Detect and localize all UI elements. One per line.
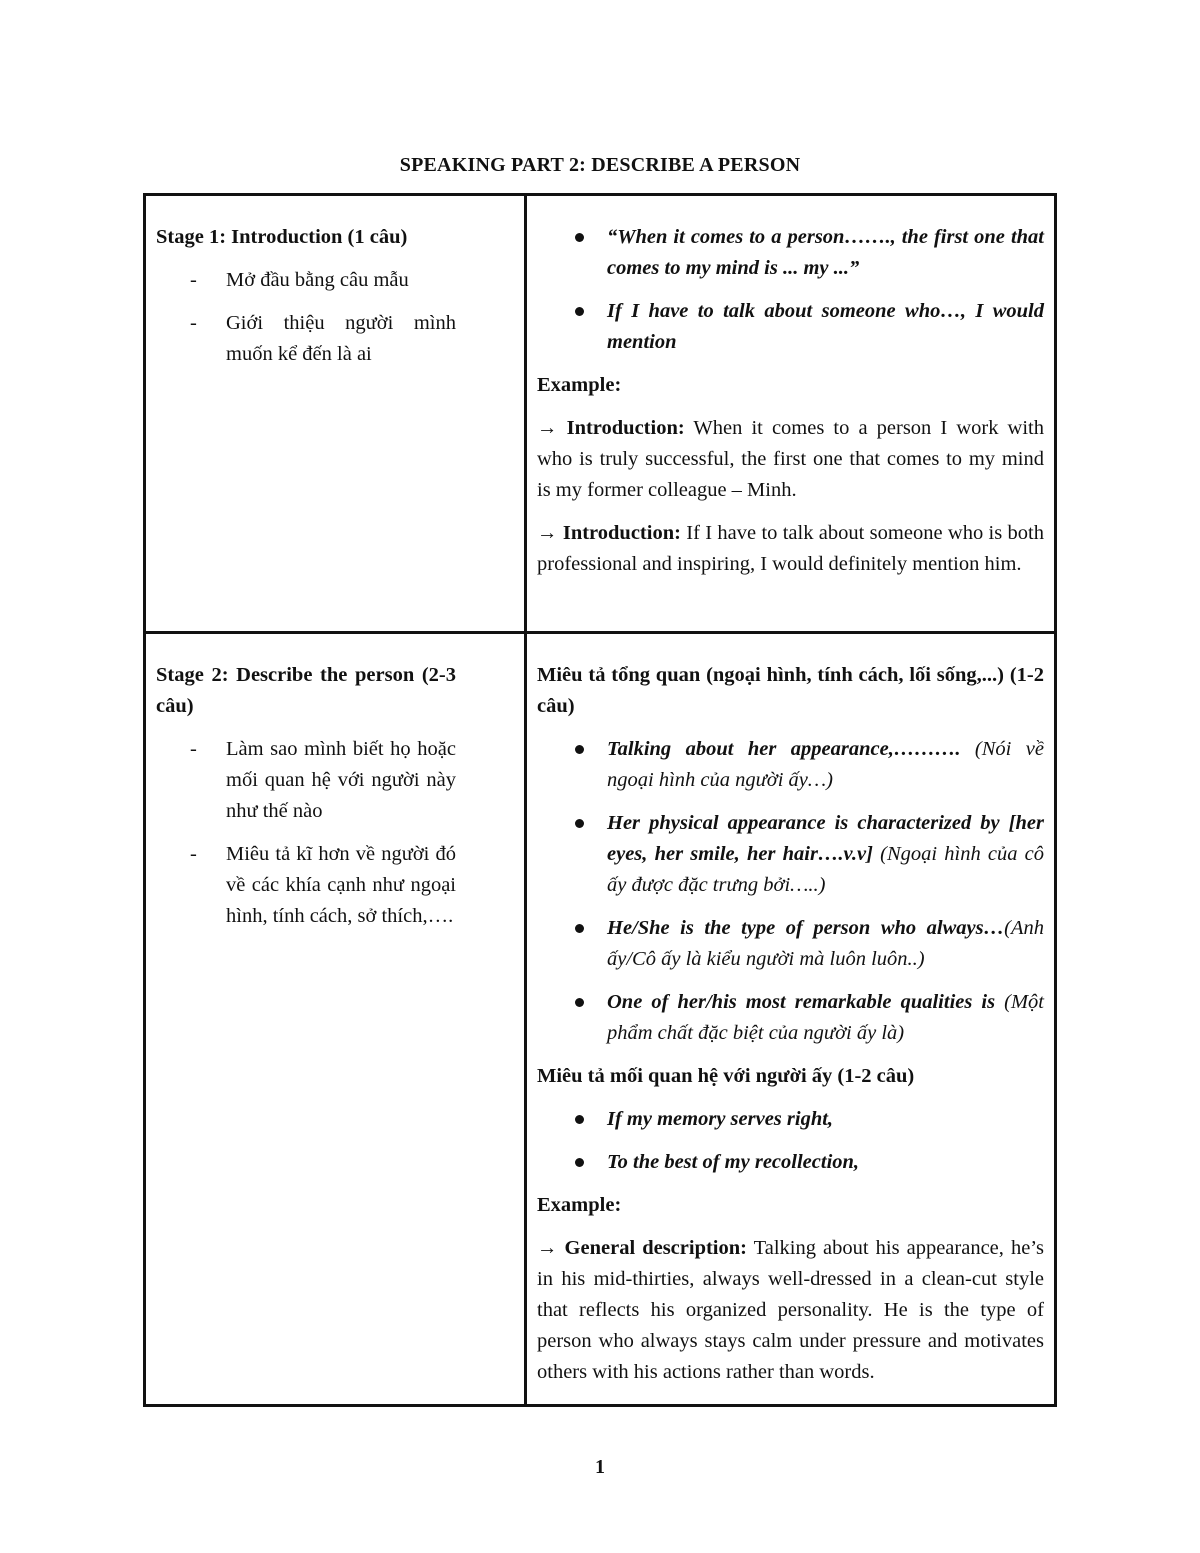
stage2-point-text: Làm sao mình biết họ hoặc mối quan hệ với người này như thế nào [226,738,456,822]
phrase-en: If my memory serves right, [607,1108,834,1130]
stage1-heading: Stage 1: Introduction (1 câu) [156,226,408,248]
stage2-heading: Stage 2: Describe the person (2-3 câu) [156,664,456,717]
example-label: Example: [537,374,622,396]
stage2-right-cell [526,633,1056,1406]
stage1-points [156,265,456,370]
phrase-en: Talking about her appearance,………. [607,738,961,760]
list-item [607,808,1044,901]
stage2-point-text: Miêu tả kĩ hơn về người đó về các khía cạnh như ngoại hình, tính cách, sở thích,…. [226,843,456,927]
bullet-icon [575,924,584,933]
list-item [607,987,1044,1049]
bullet-icon [575,998,584,1007]
example-text: Talking about his appearance, he’s in his mid-thirties, always well-dressed in a clean-cut style that reflects his organized personality. He is the type of person who always stays calm under pressure and motivates others with his actions rather than words. [537,1237,1044,1383]
stage1-left-cell [145,195,526,633]
example-paragraph [537,1233,1044,1388]
overview-heading: Miêu tả tổng quan (ngoại hình, tính cách, lối sống,...) (1-2 câu) [537,664,1044,717]
dash-marker: - [190,738,197,760]
template-text: If I have to talk about someone who…, I would mention [607,300,1044,353]
stage1-point-text: Giới thiệu người mình muốn kể đến là ai [226,312,456,365]
dash-marker: - [190,269,197,291]
list-item [607,734,1044,796]
list-item [190,308,456,370]
dash-marker: - [190,312,197,334]
example-text: If I have to talk about someone who is both professional and inspiring, I would definitely mention him. [537,522,1044,575]
stage1-row [145,195,1056,633]
stage2-points [156,734,456,932]
list-item [607,296,1044,358]
template-text: “When it comes to a person……., the first one that comes to my mind is ... my ...” [607,226,1044,279]
stage2-row [145,633,1056,1406]
phrase-vi: (Nói về ngoại hình của người ấy…) [607,738,1044,791]
phrase-en: Her physical appearance is characterized by [her eyes, her smile, her hair….v.v] [607,812,1044,865]
list-item [607,222,1044,284]
bullet-icon [575,1158,584,1167]
stage1-templates [537,222,1044,358]
example-label-arrow: → General description: [537,1237,747,1259]
list-item [190,839,456,932]
example-text: When it comes to a person I work with who is truly successful, the first one that comes to my mind is my former colleague – Minh. [537,417,1044,501]
example-label-arrow: → Introduction: [537,522,681,544]
list-item [190,734,456,827]
overview-items [537,734,1044,1049]
example-paragraph [537,518,1044,580]
page-title: SPEAKING PART 2: DESCRIBE A PERSON [399,154,801,176]
phrase-vi: (Một phẩm chất đặc biệt của người ấy là) [607,991,1044,1044]
example-paragraph [537,413,1044,506]
example-label-arrow: → Introduction: [537,417,685,439]
bullet-icon [575,745,584,754]
phrase-en: One of her/his most remarkable qualities is [607,991,996,1013]
list-item [607,1147,1044,1178]
list-item [607,1104,1044,1135]
relation-items [537,1104,1044,1178]
list-item [607,913,1044,975]
stage1-point-text: Mở đầu bằng câu mẫu [226,269,409,291]
phrase-vi: (Ngoại hình của cô ấy được đặc trưng bởi…..) [607,843,1045,896]
relation-heading: Miêu tả mối quan hệ với người ấy (1-2 câu) [537,1065,915,1087]
list-item [190,265,456,296]
stage1-right-cell [526,195,1056,633]
stage2-left-cell [145,633,526,1406]
describe-person-table [143,193,1057,1407]
example-label: Example: [537,1194,622,1216]
bullet-icon [575,233,584,242]
phrase-en: He/She is the type of person who always… [607,917,1005,939]
bullet-icon [575,1115,584,1124]
dash-marker: - [190,843,197,865]
phrase-vi: (Anh ấy/Cô ấy là kiểu người mà luôn luôn..) [607,917,1044,970]
phrase-en: To the best of my recollection, [607,1151,860,1173]
page-number: 1 [595,1456,605,1478]
bullet-icon [575,307,584,316]
bullet-icon [575,819,584,828]
